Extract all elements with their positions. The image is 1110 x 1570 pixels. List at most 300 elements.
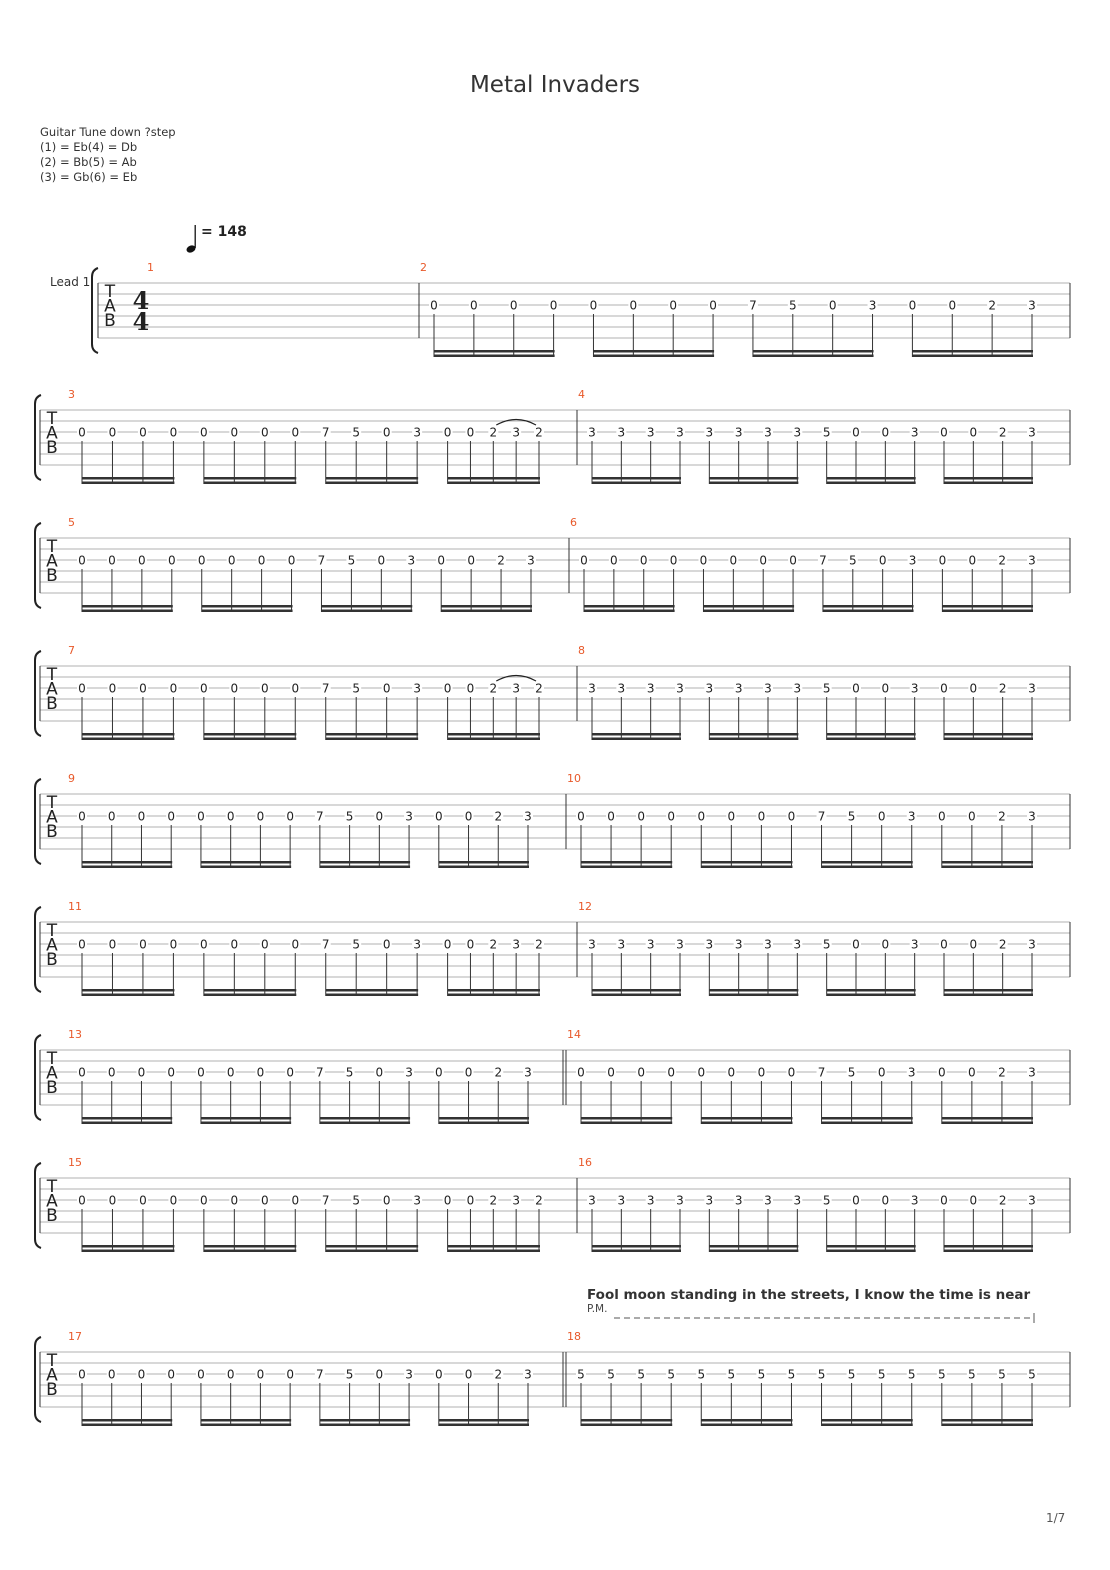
tab-note: 7 [321, 1193, 330, 1208]
tab-note: 0 [669, 553, 678, 568]
tab-note: 0 [375, 809, 384, 824]
tab-note: 3 [524, 809, 532, 824]
beam [593, 350, 714, 353]
beam [581, 1424, 672, 1427]
tab-note: 0 [377, 553, 386, 568]
beam [827, 738, 916, 741]
beam [709, 989, 798, 992]
beam [944, 482, 1033, 485]
beam [204, 1250, 296, 1253]
tab-note: 0 [108, 553, 116, 568]
tab-note: 3 [646, 681, 655, 696]
tab-note: 0 [78, 1367, 86, 1382]
tab-note: 0 [108, 1193, 117, 1208]
tab-note: 2 [998, 681, 1007, 696]
tab-note: 5 [788, 298, 797, 313]
beam [326, 482, 418, 485]
tab-clef-b: B [46, 1078, 58, 1098]
tab-note: 0 [787, 809, 796, 824]
beam [82, 605, 173, 608]
beam [584, 610, 675, 613]
tab-note: 3 [527, 553, 535, 568]
tab-note: 2 [494, 1065, 503, 1080]
tab-note: 2 [535, 425, 543, 440]
tab-note: 2 [489, 1193, 498, 1208]
tab-note: 3 [617, 681, 626, 696]
tab-note: 0 [260, 937, 269, 952]
measure-number: 6 [570, 516, 577, 529]
tab-note: 0 [226, 1065, 235, 1080]
beam [326, 994, 418, 997]
beam [942, 861, 1033, 864]
tab-note: 5 [847, 1367, 856, 1382]
beam [942, 610, 1033, 613]
time-signature-top: 4 [132, 286, 150, 315]
tab-note: 0 [167, 553, 176, 568]
beam [593, 355, 714, 358]
tab-clef-t: T [46, 665, 58, 685]
tab-note: 0 [940, 1193, 948, 1208]
measure-number: 15 [68, 1156, 82, 1169]
tab-note: 0 [443, 937, 452, 952]
tab-note: 5 [637, 1367, 645, 1382]
tab-clef-t: T [46, 921, 58, 941]
beam [584, 605, 675, 608]
tab-clef-b: B [46, 694, 58, 714]
tab-note: 0 [78, 425, 86, 440]
tab-note: 0 [107, 1065, 116, 1080]
tab-note: 7 [817, 809, 826, 824]
tab-clef-t: T [46, 537, 58, 557]
tab-clef-a: A [46, 679, 58, 700]
tab-note: 5 [787, 1367, 796, 1382]
tab-note: 0 [197, 553, 206, 568]
tab-note: 0 [230, 425, 239, 440]
beam [944, 733, 1033, 736]
tab-note: 0 [729, 553, 738, 568]
tab-note: 3 [705, 425, 714, 440]
tab-note: 3 [413, 425, 421, 440]
measure-number: 4 [578, 388, 585, 401]
tab-note: 0 [78, 937, 86, 952]
beam [441, 605, 532, 608]
tab-note: 0 [610, 553, 618, 568]
tab-note: 2 [489, 937, 498, 952]
beam [942, 866, 1033, 869]
beam [944, 477, 1033, 480]
tab-note: 5 [345, 1367, 354, 1382]
beam [82, 1419, 172, 1422]
tab-note: 0 [968, 1065, 976, 1080]
tab-clef-t: T [46, 409, 58, 429]
beam [82, 482, 174, 485]
tab-clef-a: A [46, 807, 58, 828]
tab-clef-a: A [46, 1191, 58, 1212]
beam [822, 1122, 913, 1125]
tab-note: 3 [1028, 681, 1036, 696]
tab-note: 0 [470, 298, 478, 313]
tab-note: 0 [727, 809, 736, 824]
beam [592, 994, 681, 997]
tab-note: 0 [78, 1065, 86, 1080]
beam [944, 1250, 1033, 1253]
tab-note: 0 [78, 1193, 86, 1208]
tab-note: 3 [793, 1193, 802, 1208]
tab-note: 5 [968, 1367, 976, 1382]
tab-note: 0 [108, 681, 117, 696]
tab-note: 3 [588, 681, 596, 696]
tab-note: 0 [200, 937, 208, 952]
tab-note: 3 [676, 937, 684, 952]
tab-note: 0 [197, 1367, 205, 1382]
tab-note: 0 [580, 553, 588, 568]
tab-note: 5 [848, 553, 857, 568]
tab-note: 3 [1028, 553, 1036, 568]
tab-note: 0 [757, 809, 766, 824]
tab-note: 5 [847, 1065, 856, 1080]
beam [709, 994, 798, 997]
tab-note: 5 [667, 1367, 676, 1382]
tab-note: 0 [139, 937, 147, 952]
tab-note: 0 [938, 553, 947, 568]
tab-note: 0 [877, 809, 886, 824]
beam [321, 610, 412, 613]
tab-clef-a: A [104, 296, 116, 317]
tab-clef-a: A [46, 1365, 58, 1386]
beam [709, 1250, 798, 1253]
tab-note: 0 [697, 1065, 706, 1080]
tab-note: 0 [260, 681, 269, 696]
measure-number: 5 [68, 516, 75, 529]
measure-number: 12 [578, 900, 592, 913]
beam [326, 1245, 418, 1248]
tab-note: 7 [321, 937, 330, 952]
tab-note: 0 [291, 1193, 300, 1208]
tab-clef-b: B [46, 1380, 58, 1400]
tab-note: 7 [317, 553, 326, 568]
song-title: Metal Invaders [469, 72, 641, 98]
tab-note: 0 [881, 1193, 890, 1208]
tie-arc [496, 676, 536, 682]
tab-note: 3 [764, 1193, 772, 1208]
tab-note: 0 [969, 937, 978, 952]
tab-note: 7 [316, 809, 324, 824]
tab-note: 7 [817, 1065, 826, 1080]
tab-note: 0 [167, 1367, 176, 1382]
tab-note: 3 [705, 937, 714, 952]
page-number: 1/7 [1046, 1511, 1066, 1525]
tab-clef-a: A [46, 1063, 58, 1084]
tab-note: 0 [607, 1065, 615, 1080]
tab-note: 5 [577, 1367, 585, 1382]
beam [320, 1419, 410, 1422]
tab-note: 3 [764, 937, 772, 952]
tab-note: 0 [443, 425, 452, 440]
tab-note: 0 [286, 809, 294, 824]
tab-note: 0 [286, 1065, 294, 1080]
tab-note: 3 [588, 425, 596, 440]
tab-note: 3 [1028, 425, 1036, 440]
tab-note: 0 [260, 1193, 269, 1208]
tab-note: 5 [352, 937, 361, 952]
tab-note: 2 [988, 298, 996, 313]
tab-note: 5 [347, 553, 356, 568]
beam [82, 1117, 172, 1120]
tab-note: 0 [443, 1193, 452, 1208]
beam [201, 1122, 291, 1125]
tab-note: 7 [316, 1065, 324, 1080]
system-bracket [92, 268, 98, 353]
beam [912, 355, 1033, 358]
tab-note: 5 [352, 681, 361, 696]
beam [942, 1122, 1033, 1125]
tab-note: 3 [676, 1193, 684, 1208]
tab-note: 0 [226, 809, 235, 824]
tab-note: 0 [107, 809, 116, 824]
beam [202, 610, 293, 613]
tab-note: 0 [139, 1193, 147, 1208]
tab-note: 3 [617, 937, 626, 952]
beam [82, 477, 174, 480]
tab-note: 3 [764, 425, 772, 440]
tab-note: 0 [226, 1367, 235, 1382]
beam [204, 989, 296, 992]
tab-note: 0 [167, 809, 176, 824]
tab-note: 0 [969, 425, 978, 440]
tab-note: 3 [512, 681, 520, 696]
beam [827, 1250, 916, 1253]
tab-note: 0 [968, 553, 977, 568]
tab-note: 0 [256, 1367, 265, 1382]
tab-note: 0 [382, 1193, 391, 1208]
tab-note: 3 [734, 425, 743, 440]
beam [827, 989, 916, 992]
tab-note: 0 [167, 1065, 176, 1080]
tab-note: 0 [940, 425, 948, 440]
beam [434, 355, 555, 358]
tab-note: 3 [734, 1193, 743, 1208]
tab-note: 3 [676, 681, 684, 696]
beam [320, 861, 410, 864]
tab-note: 3 [646, 1193, 655, 1208]
beam [701, 1419, 792, 1422]
beam [439, 1424, 529, 1427]
tab-note: 2 [998, 1193, 1007, 1208]
beam [204, 994, 296, 997]
tab-note: 3 [407, 553, 416, 568]
beam [439, 1117, 529, 1120]
beam [448, 989, 540, 992]
tab-note: 3 [793, 681, 802, 696]
tab-note: 0 [464, 1367, 473, 1382]
beam [82, 1245, 174, 1248]
tab-note: 0 [881, 937, 890, 952]
tab-note: 0 [197, 809, 205, 824]
time-signature-bottom: 4 [132, 307, 150, 336]
tab-clef-b: B [46, 1206, 58, 1226]
tab-note: 0 [437, 553, 446, 568]
tab-note: 5 [847, 809, 856, 824]
beam [709, 1245, 798, 1248]
tab-note: 5 [345, 1065, 354, 1080]
tab-note: 2 [998, 1065, 1006, 1080]
tab-note: 0 [466, 425, 475, 440]
tab-note: 0 [434, 1065, 443, 1080]
tab-note: 7 [321, 425, 330, 440]
tab-note: 0 [852, 1193, 860, 1208]
tab-clef-b: B [46, 950, 58, 970]
tab-note: 0 [257, 553, 266, 568]
beam [581, 1117, 672, 1120]
tab-note: 0 [375, 1065, 384, 1080]
tab-clef-t: T [46, 1177, 58, 1197]
tab-note: 3 [405, 809, 413, 824]
tab-note: 0 [200, 425, 208, 440]
lyrics-line: Fool moon standing in the streets, I know the time is near [587, 1287, 1031, 1303]
tab-note: 0 [637, 1065, 645, 1080]
tab-note: 3 [907, 809, 916, 824]
tab-note: 0 [577, 1065, 585, 1080]
tab-note: 0 [589, 298, 598, 313]
tab-note: 3 [1028, 1193, 1036, 1208]
tab-clef-b: B [46, 566, 58, 586]
tab-note: 3 [793, 937, 802, 952]
beam [827, 733, 916, 736]
tab-note: 0 [940, 681, 948, 696]
tab-note: 5 [937, 1367, 946, 1382]
tab-note: 3 [1028, 298, 1036, 313]
tab-note: 0 [509, 298, 518, 313]
tab-clef-b: B [46, 822, 58, 842]
beam [82, 1424, 172, 1427]
tab-note: 3 [646, 937, 655, 952]
tab-note: 0 [878, 553, 887, 568]
beam [439, 1419, 529, 1422]
beam [822, 866, 913, 869]
tab-note: 2 [489, 681, 498, 696]
measure-number: 16 [578, 1156, 592, 1169]
tab-note: 2 [535, 681, 543, 696]
tab-note: 0 [256, 1065, 265, 1080]
beam [823, 605, 914, 608]
tab-note: 3 [617, 425, 626, 440]
beam [204, 738, 296, 741]
tab-clef-a: A [46, 423, 58, 444]
measure-number: 13 [68, 1028, 82, 1041]
track-name: Lead 1 [50, 275, 91, 289]
measure-number: 14 [567, 1028, 581, 1041]
beam [448, 482, 540, 485]
tab-note: 0 [709, 298, 717, 313]
beam [753, 355, 874, 358]
tab-note: 0 [137, 1367, 146, 1382]
tab-note: 0 [464, 809, 473, 824]
tab-note: 3 [512, 937, 520, 952]
beam [441, 610, 532, 613]
tab-note: 0 [291, 681, 300, 696]
tab-note: 0 [169, 425, 178, 440]
tab-note: 7 [749, 298, 757, 313]
tab-clef-t: T [46, 1351, 58, 1371]
beam [822, 1117, 913, 1120]
beam [448, 994, 540, 997]
tempo-bpm: = 148 [201, 224, 247, 240]
tab-note: 5 [352, 1193, 361, 1208]
tab-note: 5 [822, 937, 831, 952]
tab-note: 7 [316, 1367, 324, 1382]
beam [82, 989, 174, 992]
tab-note: 2 [489, 425, 498, 440]
tab-note: 3 [907, 1065, 916, 1080]
tab-note: 0 [139, 681, 147, 696]
tab-note: 5 [907, 1367, 916, 1382]
tab-note: 3 [764, 681, 772, 696]
tab-note: 0 [639, 553, 648, 568]
beam [82, 610, 173, 613]
tab-note: 0 [948, 298, 957, 313]
tuning-line-3: (3) = Gb(6) = Eb [40, 170, 138, 184]
beam [581, 1419, 672, 1422]
beam [326, 1250, 418, 1253]
beam [701, 861, 792, 864]
tab-note: 3 [910, 937, 919, 952]
tab-note: 3 [646, 425, 655, 440]
tab-note: 0 [227, 553, 236, 568]
beam [448, 738, 540, 741]
tab-note: 0 [375, 1367, 384, 1382]
tab-note: 3 [1028, 937, 1036, 952]
beam [201, 1424, 291, 1427]
beam [204, 1245, 296, 1248]
tab-note: 3 [676, 425, 684, 440]
beam [944, 994, 1033, 997]
beam [827, 482, 916, 485]
tab-note: 0 [430, 298, 438, 313]
tab-note: 5 [607, 1367, 615, 1382]
beam [592, 989, 681, 992]
beam [439, 1122, 529, 1125]
tab-note: 2 [497, 553, 505, 568]
beam [201, 866, 291, 869]
measure-number: 11 [68, 900, 82, 913]
beam [701, 866, 792, 869]
beam [942, 1419, 1033, 1422]
beam [822, 1424, 913, 1427]
tab-clef-t: T [46, 793, 58, 813]
tuning-line-1: (1) = Eb(4) = Db [40, 140, 138, 154]
tab-note: 0 [382, 425, 391, 440]
beam [82, 1250, 174, 1253]
tab-note: 0 [549, 298, 558, 313]
beam [701, 1122, 792, 1125]
tab-note: 3 [734, 681, 743, 696]
tab-note: 0 [434, 809, 443, 824]
tab-note: 0 [852, 425, 860, 440]
tab-note: 0 [699, 553, 708, 568]
tab-note: 3 [910, 1193, 919, 1208]
beam [703, 605, 794, 608]
tab-note: 0 [629, 298, 638, 313]
tab-note: 0 [637, 809, 645, 824]
tab-clef-t: T [104, 282, 116, 302]
measure-number: 10 [567, 772, 581, 785]
beam [321, 605, 412, 608]
tab-note: 3 [868, 298, 877, 313]
tab-note: 0 [727, 1065, 736, 1080]
tab-note: 5 [352, 425, 361, 440]
tuning-heading: Guitar Tune down ?step [40, 125, 176, 139]
tab-note: 0 [940, 937, 948, 952]
